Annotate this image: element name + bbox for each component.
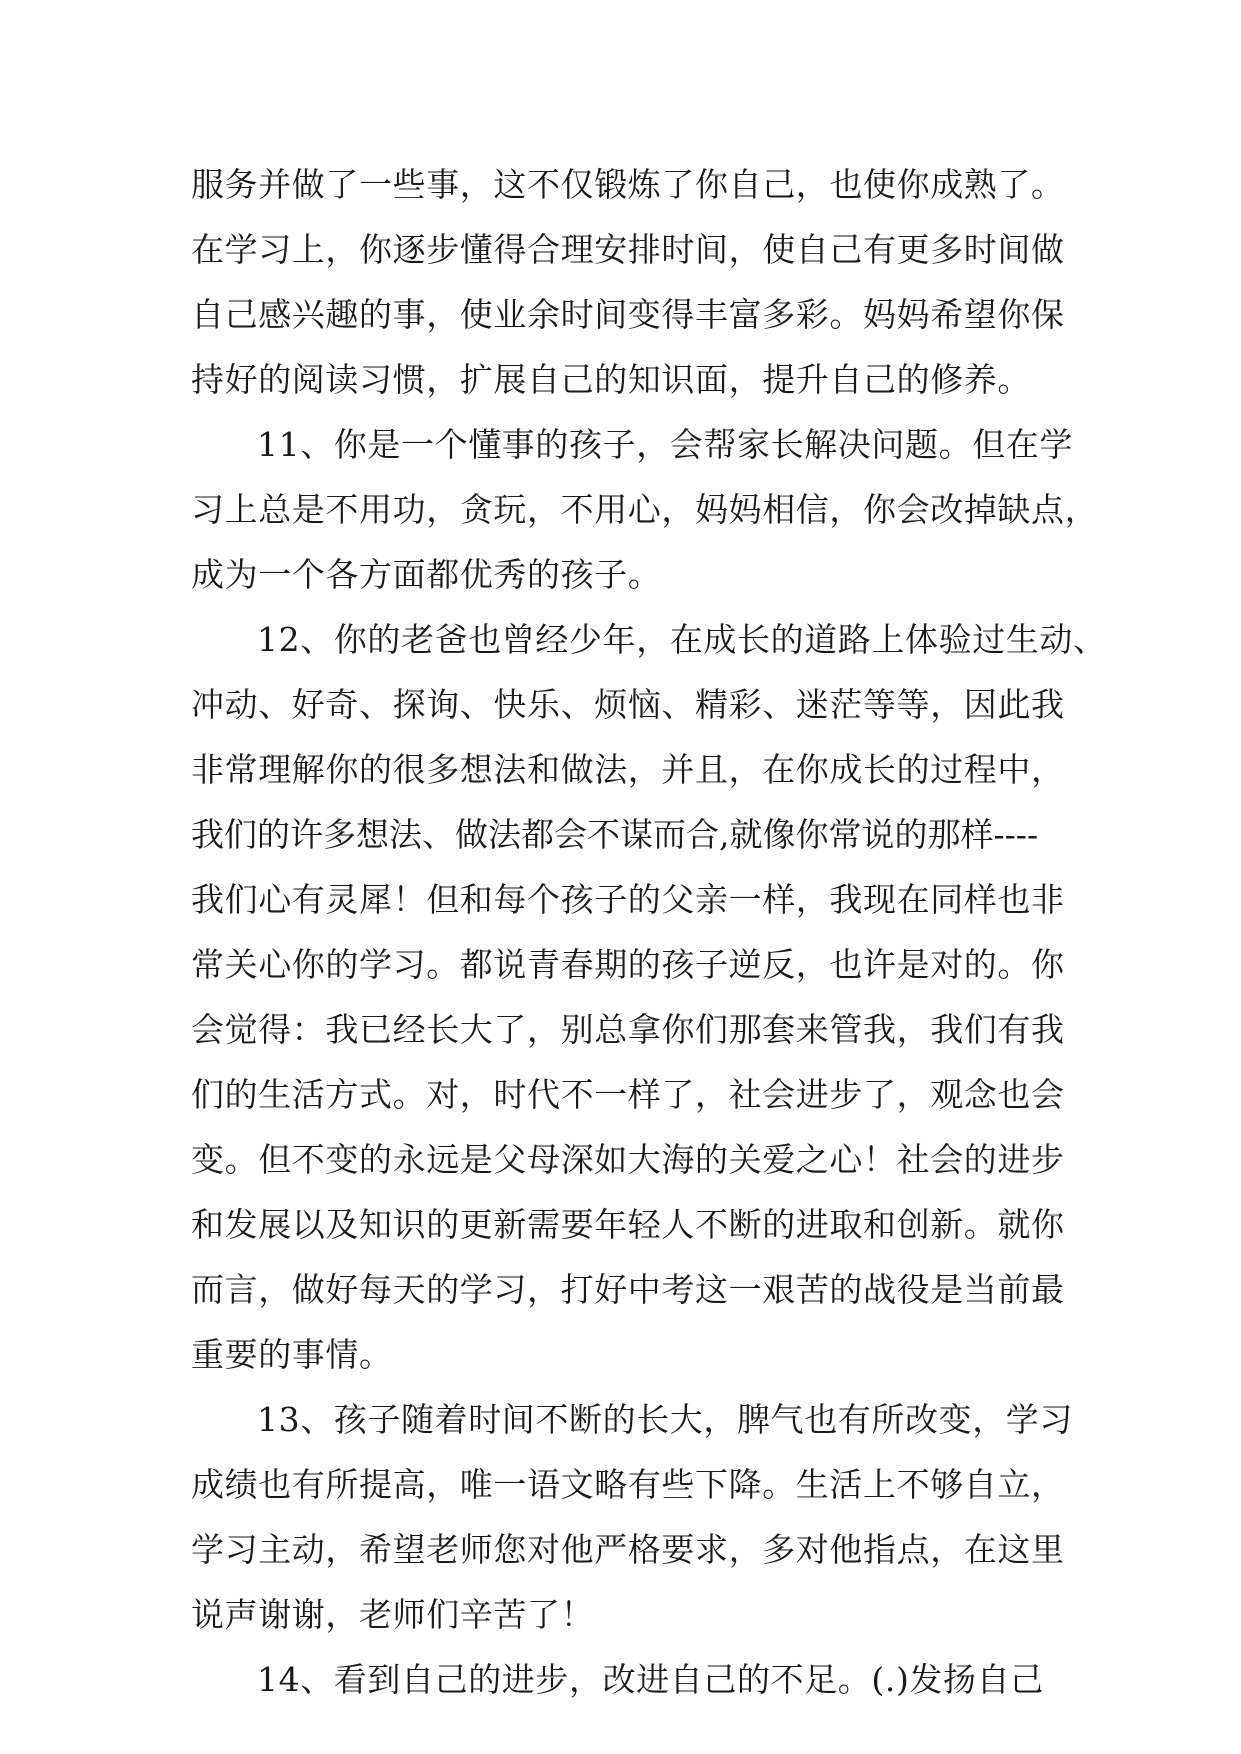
text-line: 持好的阅读习惯，扩展自己的知识面，提升自己的修养。 [191,360,1031,399]
text-line: 学习主动，希望老师您对他严格要求，多对他指点，在这里 [191,1530,1065,1569]
text-line: 变。但不变的永远是父母深如大海的关爱之心！社会的进步 [191,1140,1065,1179]
text-line: 们的生活方式。对，时代不一样了，社会进步了，观念也会 [191,1075,1065,1114]
text-line: 和发展以及知识的更新需要年轻人不断的进取和创新。就你 [191,1205,1065,1244]
text-line: 成为一个各方面都优秀的孩子。 [191,555,662,594]
text-line: 会觉得：我已经长大了，别总拿你们那套来管我，我们有我 [191,1010,1065,1049]
text-line: 我们心有灵犀！但和每个孩子的父亲一样，我现在同样也非 [191,880,1065,919]
text-line: 冲动、好奇、探询、快乐、烦恼、精彩、迷茫等等，因此我 [191,685,1065,724]
text-line: 我们的许多想法、做法都会不谋而合,就像你常说的那样---- [191,815,1039,854]
paragraph-12-start: 12、你的老爸也曾经少年，在成长的道路上体验过生动、 [257,620,1107,659]
paragraph-13-start: 13、孩子随着时间不断的长大，脾气也有所改变，学习 [257,1400,1073,1439]
text-line: 重要的事情。 [191,1335,393,1374]
body-text [191,152,1107,1712]
text-line: 在学习上，你逐步懂得合理安排时间，使自己有更多时间做 [191,230,1065,269]
text-line: 自己感兴趣的事，使业余时间变得丰富多彩。妈妈希望你保 [191,295,1065,334]
paragraph-11-start: 11、你是一个懂事的孩子，会帮家长解决问题。但在学 [257,425,1073,464]
text-line: 常关心你的学习。都说青春期的孩子逆反，也许是对的。你 [191,945,1065,984]
text-line: 非常理解你的很多想法和做法，并且，在你成长的过程中， [191,750,1065,789]
text-line: 而言，做好每天的学习，打好中考这一艰苦的战役是当前最 [191,1270,1065,1309]
text-line: 说声谢谢，老师们辛苦了！ [191,1595,595,1634]
text-line: 服务并做了一些事，这不仅锻炼了你自己，也使你成熟了。 [191,165,1065,204]
text-line: 成绩也有所提高，唯一语文略有些下降。生活上不够自立， [191,1465,1065,1504]
text-line: 习上总是不用功，贪玩，不用心，妈妈相信，你会改掉缺点， [191,490,1099,529]
paragraph-14-start: 14、看到自己的进步，改进自己的不足。(.)发扬自己 [257,1660,1044,1699]
